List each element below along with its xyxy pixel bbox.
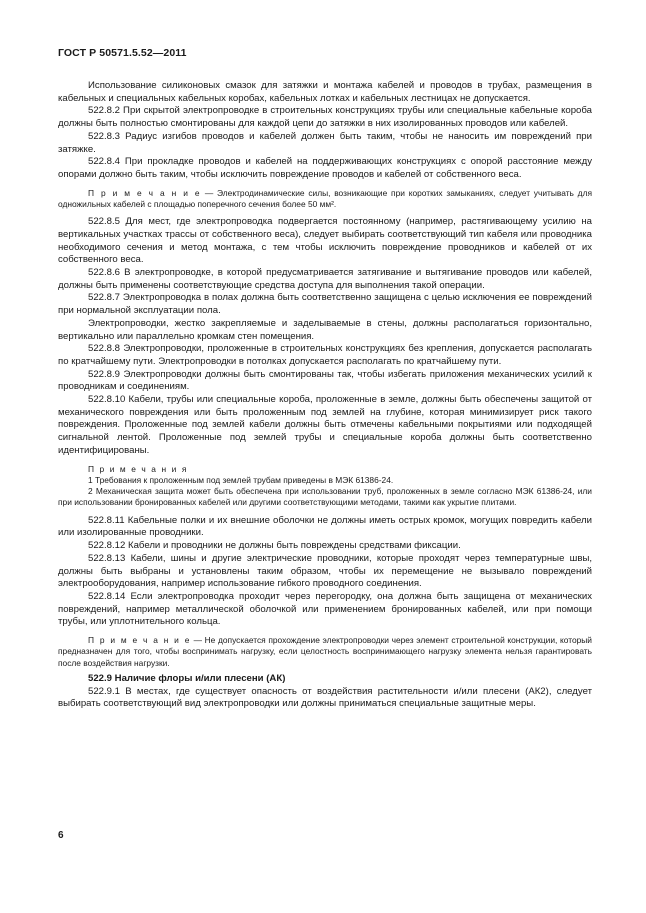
paragraph: 522.8.10 Кабели, трубы или специальные короба, проложенные в земле, должны быть обеспечены защитой от механического повреждения или быть проложенным под землей на глубине, которая минимизирует риск такого повреждения. Проложенные под землей кабели должны быть отмечены кабельными покрытиями или подходящей сигнальной лентой. Проложенные под землей трубы и специальные короба должны быть соответственно идентифицированы. bbox=[58, 394, 592, 456]
paragraph: 522.8.11 Кабельные полки и их внешние оболочки не должны иметь острых кромок, могущих повредить кабели или изолированные проводники. bbox=[58, 514, 592, 539]
paragraph: 522.8.4 При прокладке проводов и кабелей на поддерживающих конструкциях с опорой расстояние между опорами должно быть таким, чтобы исключить повреждение проводов и кабелей от собственного веса. bbox=[58, 156, 592, 180]
page-header: ГОСТ Р 50571.5.52—2011 bbox=[58, 47, 187, 59]
paragraph: Использование силиконовых смазок для затяжки и монтажа кабелей и проводов в трубах, размещения в кабельных и специальных кабельных коробах, кабельных лотках и кабельных лестницах не допускается. bbox=[58, 80, 592, 104]
paragraph: 522.8.13 Кабели, шины и другие электрические проводники, которые проходят через температурные швы, должны быть выбраны и установлены таким образом, чтобы их перемещение не вызывало повреждений электрооборудования, например использование гибкого проводного соединения. bbox=[58, 552, 592, 590]
paragraph: 522.8.8 Электропроводки, проложенные в строительных конструкциях без крепления, допускается располагать по кратчайшему пути. Электропроводки в потолках допускается располагать по кратчайшему пути. bbox=[58, 343, 592, 367]
section-heading: 522.9 Наличие флоры и/или плесени (АК) bbox=[88, 672, 286, 684]
page-content bbox=[58, 80, 592, 711]
paragraph: 522.8.5 Для мест, где электропроводка подвергается постоянному (например, растягивающему усилию на вертикальных участках трассы от собственного веса), следует выбирать соответствующий тип кабеля или проводника необходимого сечения и метод монтажа, с тем чтобы исключить повреждение проводников и кабелей от их собственного веса. bbox=[58, 216, 592, 266]
note-item: 2 Механическая защита может быть обеспечена при использовании труб, проложенных в земле согласно МЭК 61386-24, или при использовании бронированных кабелей или другими соответствующими методами, такими как укрытие плитами. bbox=[58, 486, 592, 508]
note bbox=[58, 635, 592, 669]
paragraph: 522.8.12 Кабели и проводники не должны быть повреждены средствами фиксации. bbox=[88, 540, 461, 552]
notes-label: П р и м е ч а н и я bbox=[88, 463, 188, 474]
paragraph: 522.8.14 Если электропроводка проходит через перегородку, она должна быть защищена от механических повреждений, например металлической оболочкой или применением бронированных кабелей, или при помощи трубы, или уплотнительного кольца. bbox=[58, 590, 592, 628]
note-label: П р и м е ч а н и е bbox=[88, 187, 202, 198]
paragraph: 522.8.6 В электропроводке, в которой предусматривается затягивание и вытягивание проводов или кабелей, должны быть применены соответствующие средства доступа для выполнения такой операции. bbox=[58, 267, 592, 291]
paragraph: 522.8.3 Радиус изгибов проводов и кабелей должен быть таким, чтобы не наносить им повреждений при затяжке. bbox=[58, 130, 592, 155]
note-label: П р и м е ч а н и е bbox=[88, 635, 191, 646]
note bbox=[58, 188, 592, 211]
page-number: 6 bbox=[58, 830, 64, 841]
note-text: — Электродинамические силы, возникающие при коротких замыканиях, следует учитывать для одножильных кабелей с площадью поперечного сечения более 50 мм². bbox=[58, 187, 592, 209]
paragraph: 522.9.1 В местах, где существует опасность от воздействия растительности и/или плесени (АК2), следует выбирать соответствующий вид электропроводки или должны приниматься специальные защитные меры. bbox=[58, 685, 592, 710]
note-item: 1 Требования к проложенным под землей трубам приведены в МЭК 61386-24. bbox=[88, 474, 394, 485]
note-text: — Не допускается прохождение электропроводки через элемент строительной конструкции, который предназначен для того, чтобы воспринимать нагрузку, если целостность воспринимающего нагрузку элемента нельзя гарантировать после воздействия нагрузки. bbox=[58, 635, 592, 668]
paragraph: 522.8.7 Электропроводка в полах должна быть соответственно защищена с целью исключения ее повреждений при нормальной эксплуатации пола. bbox=[58, 292, 592, 317]
paragraph: 522.8.9 Электропроводки должны быть смонтированы так, чтобы избегать приложения механических усилий к проводникам и соединениям. bbox=[58, 368, 592, 393]
paragraph: 522.8.2 При скрытой электропроводке в строительных конструкциях трубы или специальные кабельные короба должны быть полностью смонтированы для каждой цепи до затяжки в них изолированных проводов или кабелей. bbox=[58, 105, 592, 130]
paragraph: Электропроводки, жестко закрепляемые и заделываемые в стены, должны располагаться горизонтально, вертикально или параллельно кромкам стен помещения. bbox=[58, 317, 592, 342]
